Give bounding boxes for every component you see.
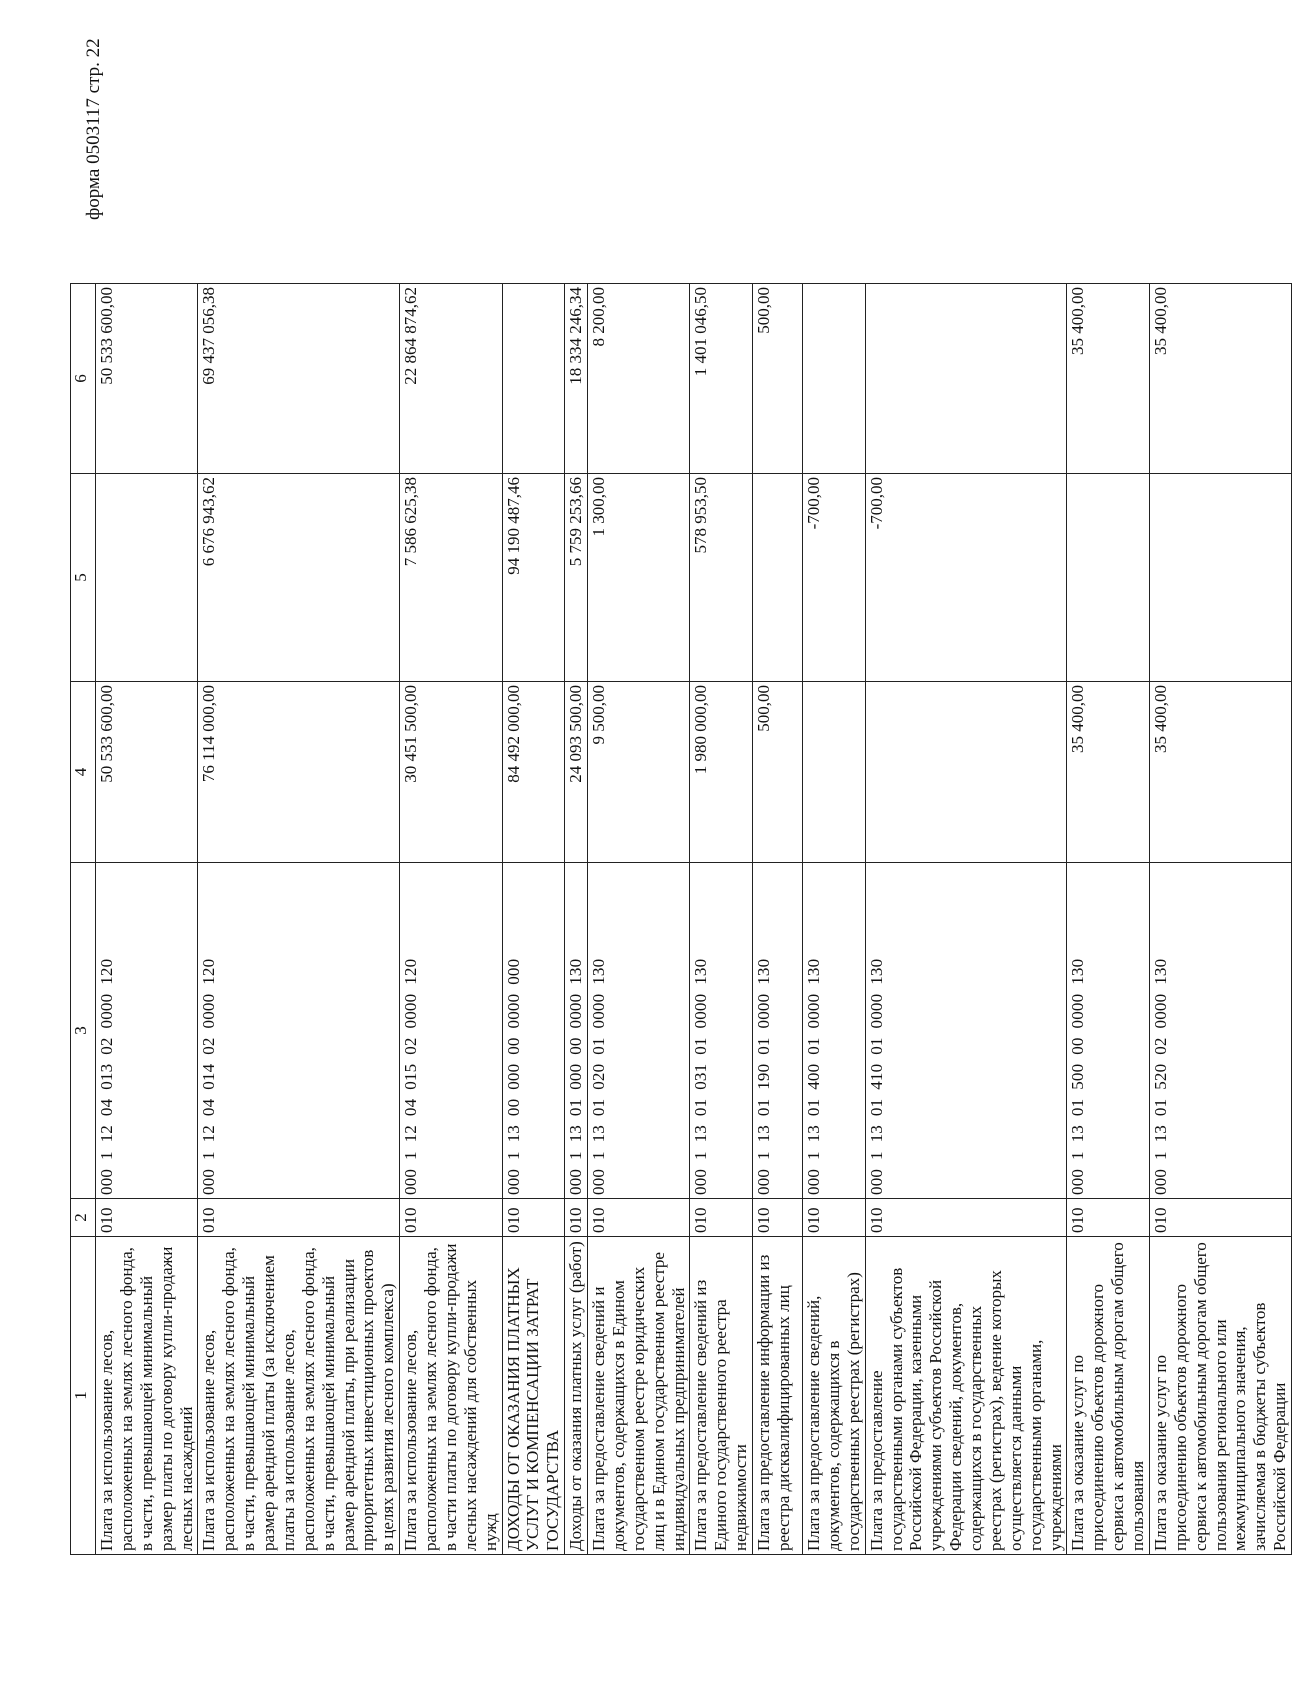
row-name: Плата за предоставление сведений и документов, содержащихся в Едином государственном реестре юридических лиц и в Едином государственном реестре индивидуальных предпринимателей (588, 1237, 690, 1555)
table-row (588, 284, 690, 1555)
row-line-code: 010 (198, 1199, 400, 1237)
row-executed: -700,00 (865, 474, 1067, 682)
row-unexecuted: 69 437 056,38 (198, 284, 400, 474)
row-name: Плата за предоставление государственными органами субъектов Российской Федерации, казенными учреждениями субъектов Российской Федерации сведений, документов, содержащихся в государственных реестрах (регистрах), ведение которых осуществляется данными государственными органами, учреждениями (865, 1237, 1067, 1555)
table-row (198, 284, 400, 1555)
row-line-code: 010 (803, 1199, 866, 1237)
row-line-code: 010 (565, 1199, 588, 1237)
row-executed: 578 953,50 (690, 474, 753, 682)
table-row (803, 284, 866, 1555)
row-name: Плата за предоставление сведений из Единого государственного реестра недвижимости (690, 1237, 753, 1555)
row-name: Плата за использование лесов, расположенных на землях лесного фонда, в части платы по договору купли-продажи лесных насаждений для собственных нужд (400, 1237, 502, 1555)
row-name: Доходы от оказания платных услуг (работ) (565, 1237, 588, 1555)
row-line-code: 010 (400, 1199, 502, 1237)
column-header: 5 (71, 474, 96, 682)
table-row (96, 284, 198, 1555)
row-executed (1149, 474, 1291, 682)
row-unexecuted: 35 400,00 (1149, 284, 1291, 474)
row-approved: 500,00 (753, 682, 803, 863)
income-report-table (70, 283, 1292, 1555)
row-approved: 9 500,00 (588, 682, 690, 863)
row-unexecuted: 8 200,00 (588, 284, 690, 474)
row-name: Плата за использование лесов, расположенных на землях лесного фонда, в части, превышающей минимальный размер платы по договору купли-продажи лесных насаждений (96, 1237, 198, 1555)
row-name: Плата за оказание услуг по присоединению объектов дорожного сервиса к автомобильным дорогам общего пользования регионального или межмуниципального значения, зачисляемая в бюджеты субъектов Российской Федерации (1149, 1237, 1291, 1555)
table-row (865, 284, 1067, 1555)
row-executed (1067, 474, 1150, 682)
column-header: 6 (71, 284, 96, 474)
row-budget-code: 000 1 12 04 013 02 0000 120 (96, 863, 198, 1199)
row-approved: 84 492 000,00 (502, 682, 565, 863)
row-name: Плата за использование лесов, расположенных на землях лесного фонда, в части, превышающей минимальный размер арендной платы (за исключением платы за использование лесов, расположенных на землях лесного фонда, в части, превышающей минимальный размер арендной платы, при реализации приоритетных инвестиционных проектов в целях развития лесного комплекса) (198, 1237, 400, 1555)
row-budget-code: 000 1 13 01 000 00 0000 130 (565, 863, 588, 1199)
row-budget-code: 000 1 13 01 031 01 0000 130 (690, 863, 753, 1199)
row-unexecuted (865, 284, 1067, 474)
row-executed: 1 300,00 (588, 474, 690, 682)
row-name: Плата за предоставление сведений, документов, содержащихся в государственных реестрах (регистрах) (803, 1237, 866, 1555)
row-budget-code: 000 1 13 01 020 01 0000 130 (588, 863, 690, 1199)
column-header: 4 (71, 682, 96, 863)
row-unexecuted: 22 864 874,62 (400, 284, 502, 474)
row-unexecuted: 50 533 600,00 (96, 284, 198, 474)
row-budget-code: 000 1 13 01 520 02 0000 130 (1149, 863, 1291, 1199)
row-unexecuted: 35 400,00 (1067, 284, 1150, 474)
column-header: 3 (71, 863, 96, 1199)
row-line-code: 010 (753, 1199, 803, 1237)
row-executed (96, 474, 198, 682)
row-approved: 30 451 500,00 (400, 682, 502, 863)
column-header: 1 (71, 1237, 96, 1555)
table-row (400, 284, 502, 1555)
row-approved: 24 093 500,00 (565, 682, 588, 863)
row-approved: 50 533 600,00 (96, 682, 198, 863)
row-line-code: 010 (1149, 1199, 1291, 1237)
row-approved: 1 980 000,00 (690, 682, 753, 863)
row-line-code: 010 (690, 1199, 753, 1237)
row-unexecuted (803, 284, 866, 474)
table-row (690, 284, 753, 1555)
row-line-code: 010 (96, 1199, 198, 1237)
row-line-code: 010 (502, 1199, 565, 1237)
row-unexecuted (502, 284, 565, 474)
row-name: ДОХОДЫ ОТ ОКАЗАНИЯ ПЛАТНЫХ УСЛУГ И КОМПЕНСАЦИИ ЗАТРАТ ГОСУДАРСТВА (502, 1237, 565, 1555)
row-budget-code: 000 1 13 01 500 00 0000 130 (1067, 863, 1150, 1199)
form-label: форма 0503117 стр. 22 (83, 38, 104, 220)
row-budget-code: 000 1 13 00 000 00 0000 000 (502, 863, 565, 1199)
table-row (502, 284, 565, 1555)
row-unexecuted: 1 401 046,50 (690, 284, 753, 474)
row-line-code: 010 (1067, 1199, 1150, 1237)
row-name: Плата за предоставление информации из реестра дисквалифицированных лиц (753, 1237, 803, 1555)
row-executed: 5 759 253,66 (565, 474, 588, 682)
row-name: Плата за оказание услуг по присоединению объектов дорожного сервиса к автомобильным дорогам общего пользования (1067, 1237, 1150, 1555)
row-executed: 94 190 487,46 (502, 474, 565, 682)
row-executed: 7 586 625,38 (400, 474, 502, 682)
row-approved: 76 114 000,00 (198, 682, 400, 863)
row-line-code: 010 (865, 1199, 1067, 1237)
table-row (1149, 284, 1291, 1555)
row-executed: 6 676 943,62 (198, 474, 400, 682)
row-unexecuted: 18 334 246,34 (565, 284, 588, 474)
row-executed: -700,00 (803, 474, 866, 682)
row-approved: 35 400,00 (1067, 682, 1150, 863)
row-budget-code: 000 1 13 01 400 01 0000 130 (803, 863, 866, 1199)
row-budget-code: 000 1 13 01 410 01 0000 130 (865, 863, 1067, 1199)
table-row (565, 284, 588, 1555)
row-approved (803, 682, 866, 863)
row-budget-code: 000 1 13 01 190 01 0000 130 (753, 863, 803, 1199)
row-budget-code: 000 1 12 04 014 02 0000 120 (198, 863, 400, 1199)
row-budget-code: 000 1 12 04 015 02 0000 120 (400, 863, 502, 1199)
column-header: 2 (71, 1199, 96, 1237)
table-row (753, 284, 803, 1555)
row-approved (865, 682, 1067, 863)
table-row (1067, 284, 1150, 1555)
row-unexecuted: 500,00 (753, 284, 803, 474)
row-line-code: 010 (588, 1199, 690, 1237)
column-number-row (71, 284, 96, 1555)
row-approved: 35 400,00 (1149, 682, 1291, 863)
row-executed (753, 474, 803, 682)
